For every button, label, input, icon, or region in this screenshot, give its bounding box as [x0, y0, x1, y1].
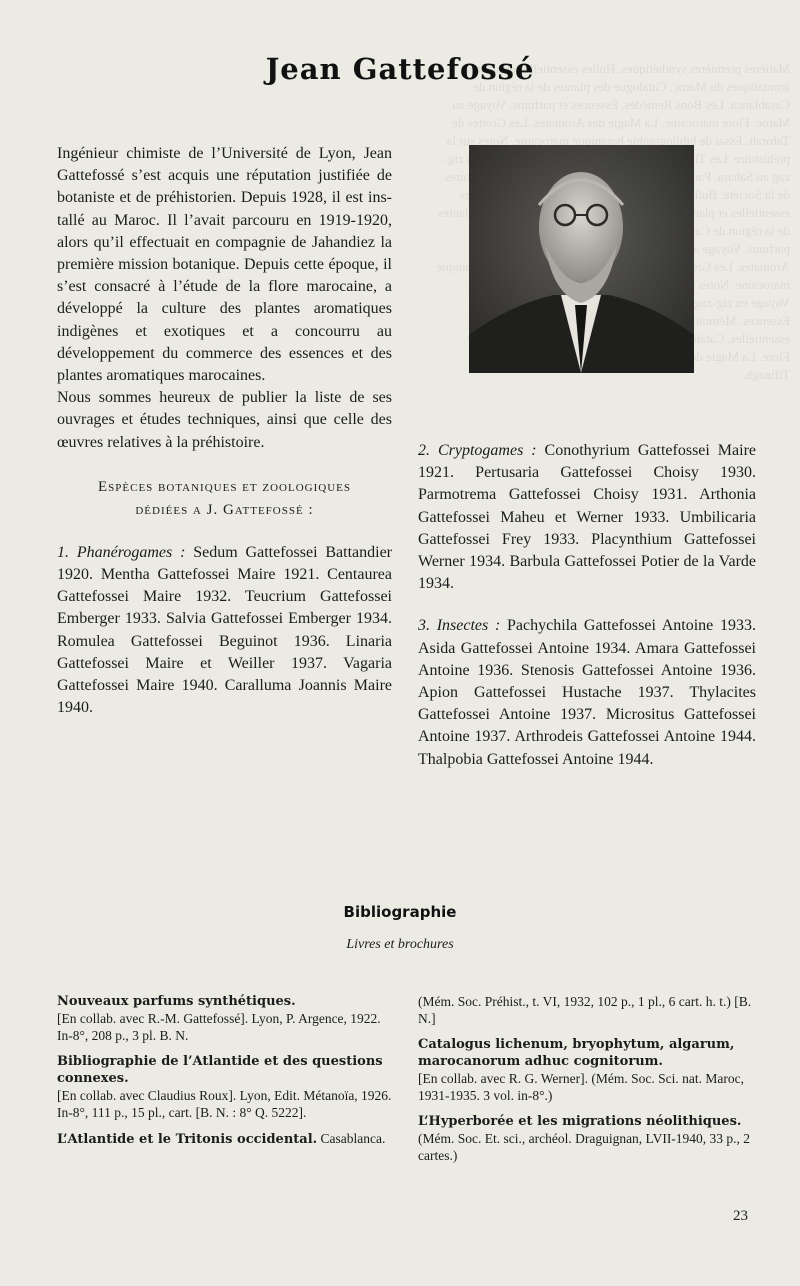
species-heading-line: Espèces botaniques et zoologiques [98, 478, 351, 495]
right-column [418, 440, 756, 771]
page-number: 23 [733, 1208, 748, 1224]
species-text: Pachychila Gattefossei Antoine 1933. Asida Gattefossei Antoine 1934. Amara Gattefossei Antoine 1936. Stenosis Gattefossei Antoine 1936. Apion Gattefossei Hustache 1937. Thylacites Gattefossei Antoine 1937. Micrositus Gattefossei Antoine 1937. Arthrodeis Gattefossei Antoine 1944. Thalpobia Gattefossei Antoine 1944. [418, 617, 756, 768]
entry-text: [En collab. avec Claudius Roux]. Lyon, Edit. Métanoïa, 1926. In-8°, 111 p., 15 pl., cart. [B. N. : 8° Q. 5222]. [57, 1088, 392, 1120]
bibliography-subheading: Livres et brochures [346, 937, 454, 952]
portrait-photo-icon [469, 145, 694, 373]
entry-text: (Mém. Soc. Et. sci., archéol. Draguignan, LVII-1940, 33 p., 2 cartes.) [418, 1131, 751, 1163]
species-phanerogames [57, 542, 392, 720]
entry-text: Casablanca. [317, 1131, 386, 1146]
intro-paragraph: Ingénieur chimiste de l’Université de Lyon, Jean Gattefossé s’est acquis une réputation justifiée de botaniste et de préhistorien. Depuis 1928, il est installé au Maroc. Il l’avait parcouru en 1919-1920, alors qu’il effectuait en compagnie de Jahandiez la première mission botanique. Depuis cette époque, il s’est consacré à l’étude de la flore marocaine, a développé la culture des plantes aromatiques indigènes et exotiques et a concourru au développement du commerce des essences et des plantes aromatiques marocaines. [57, 145, 392, 385]
bibliography-heading: Bibliographie [343, 903, 457, 921]
species-label: 2. Cryptogames : [418, 442, 537, 459]
bibliography-entry [418, 1036, 756, 1104]
entry-title: Bibliographie de l’Atlantide et des questions connexes. [57, 1054, 383, 1086]
bibliography-entry [57, 1130, 392, 1148]
species-heading [57, 476, 392, 522]
species-text: Conothyrium Gattefossei Maire 1921. Pertusaria Gattefossei Choisy 1930. Parmotrema Gattefossei Choisy 1931. Arthonia Gattefossei Maheu et Werner 1933. Umbilicaria Gattefossei Frey 1933. Placynthium Gattefossei Werner 1934. Barbula Gattefossei Potier de la Varde 1934. [418, 442, 757, 593]
species-cryptogames [418, 440, 756, 595]
entry-title: Nouveaux parfums synthétiques. [57, 994, 296, 1009]
species-label: 1. Phanérogames : [57, 543, 186, 561]
species-label: 3. Insectes : [418, 617, 501, 635]
species-insectes [418, 615, 756, 770]
bibliography-entry [57, 1053, 392, 1121]
species-text: Sedum Gattefossei Battandier 1920. Mentha Gattefossei Maire 1921. Centaurea Gattefossei Maire 1932. Teucrium Gattefossei Emberger 1933. Salvia Gattefossei Emberger 1934. Romulea Gattefossei Beguinot 1936. Linaria Gattefossei Maire et Weiller 1937. Vagaria Gattefossei Maire 1940. Caralluma Joannis Maire 1940. [57, 543, 392, 717]
entry-title: L’Hyperborée et les migrations néolithiques. [418, 1114, 742, 1129]
entry-text: [En collab. avec R. G. Werner]. (Mém. Soc. Sci. nat. Maroc, 1931-1935. 3 vol. in-8°.) [418, 1071, 744, 1103]
bibliography-entry [418, 1113, 756, 1164]
bibliography-left [57, 993, 392, 1157]
entry-text: [En collab. avec R.-M. Gattefossé]. Lyon, P. Argence, 1922. In-8°, 208 p., 3 pl. B. N. [57, 1011, 381, 1043]
bibliography-right [418, 993, 756, 1173]
entry-title: L’Atlantide et le Tritonis occidental. [57, 1132, 318, 1147]
portrait-photo [469, 145, 694, 373]
page-title: Jean Gattefossé [265, 52, 535, 86]
bibliography-entry [57, 993, 392, 1044]
entry-title: Catalogus lichenum, bryophytum, algarum, marocanorum adhuc cognitorum. [418, 1037, 735, 1069]
show-through-text: Matières premières synthétiques. Huiles essentielles et plantes aromatiques du Maroc. Catalogue des plantes de la région de Casablanca. Les Bons Remèdes. Essences et parfums. Voyage au Maroc. Flore marocaine. La Magie des Aromates. Les Grottes de Taforalt. Essai de bibliographie botanique marocaine. Notes sur la préhistoire. Les zig-zag au Sahara. de la Société. Bulletin. essentielles et plantes plantes de la région de parfums. Voyage Aromates. Les botanique marocaine. Notes Voyage en zig-zag Essences. Mémoires. essentielles. Catalogue. Flore. La Magie Tifinagh. [436, 61, 790, 382]
bibliography-entry [418, 993, 756, 1027]
entry-text: (Mém. Soc. Préhist., t. VI, 1932, 102 p., 1 pl., 6 cart. h. t.) [B. N.] [418, 994, 752, 1026]
species-heading-line: dédiées a J. Gattefossé : [135, 501, 314, 518]
left-column [57, 143, 392, 719]
intro-paragraph: Nous sommes heureux de publier la liste de ses ouvrages et études techniques, ainsi que celle des œuvres relatives à la préhistoire. [57, 389, 392, 451]
